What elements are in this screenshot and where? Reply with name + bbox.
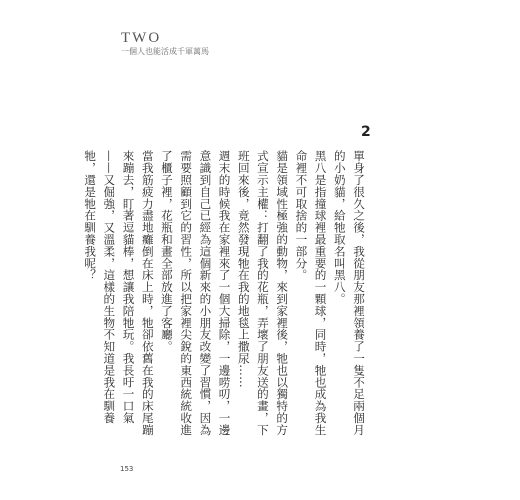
paragraph-1: 單身了很久之後，我從朋友那裡領養了一隻不足兩個月的小奶貓，給牠取名叫黑八。 [332,150,366,436]
running-header [121,30,209,57]
body-text [83,150,368,440]
paragraph-5: 當我筋疲力盡地癱倒在床上時，牠卻依舊在我的床尾蹦來蹦去，盯著逗貓棒，想讓我陪牠玩。我長吁一口氣——又倔強，又溫柔，這樣的生物不知道是我在馴養牠，還是牠在馴養我呢？ [83,150,155,436]
paragraph-4: 週末的時候我在家裡來了一個大掃除，一邊唠叨，一邊意識到自己已經為這個新來的小朋友改變了習慣，因為需要照顧到它的習性，所以把家裡尖銳的東西統統收進了櫃子裡，花瓶和畫全部放進了客廳。 [159,150,232,436]
chapter-label: TWO [121,30,162,46]
paragraph-3: 貓是領域性極強的動物，來到家裡後，牠也以獨特的方式宣示主權：打翻了我的花瓶，弄壞了朋友送的畫，下班回來後，竟然發現牠在我的地毯上撒尿…… [236,150,290,436]
section-marker: 2 [361,124,371,140]
page-number: 153 [120,465,134,473]
paragraph-2: 黑八是指撞球裡最重要的一顆球，同時，牠也成為我生命裡不可取捨的一部分。 [294,150,328,436]
chapter-subtitle: 一個人也能活成千軍萬馬 [121,47,209,56]
